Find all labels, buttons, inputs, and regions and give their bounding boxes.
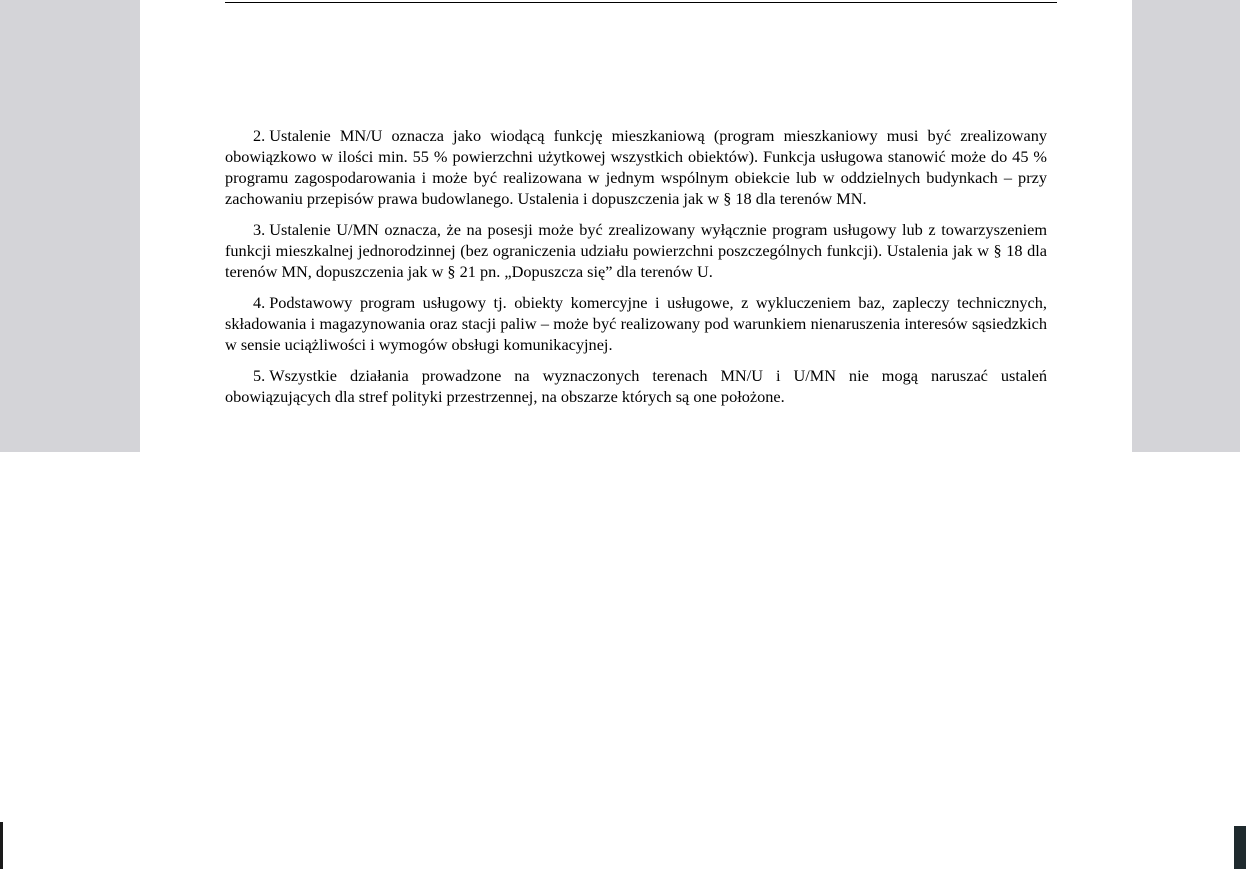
document-page	[140, 0, 1132, 452]
paragraph-2	[225, 125, 1047, 209]
paragraph-text: Wszystkie działania prowadzone na wyznaczonych terenach MN/U i U/MN nie mogą naruszać ustaleń obowiązujących dla stref polityki przestrzennej, na obszarze których są one położone.	[225, 366, 1047, 406]
empty-viewer-area	[0, 452, 1246, 869]
paragraph-4	[225, 292, 1047, 355]
paragraph-text: Ustalenie U/MN oznacza, że na posesji może być zrealizowany wyłącznie program usługowy lub z towarzyszeniem funkcji mieszkalnej jednorodzinnej (bez ograniczenia udziału powierzchni poszczególnych funkcji). Ustalenia jak w § 18 dla terenów MN, dopuszczenia jak w § 21 pn. „Dopuszcza się” dla terenów U.	[225, 220, 1047, 281]
left-edge-artifact	[0, 822, 3, 869]
paragraph-number: 5.	[253, 366, 266, 385]
paragraph-text: Ustalenie MN/U oznacza jako wiodącą funkcję mieszkaniową (program mieszkaniowy musi być zrealizowany obowiązkowo w ilości min. 55 % powierzchni użytkowej wszystkich obiektów). Funkcja usługowa stanowić może do 45 % programu zagospodarowania i może być realizowana w jednym wspólnym obiekcie lub w oddzielnych budynkach – przy zachowaniu przepisów prawa budowlanego. Ustalenia i dopuszczenia jak w § 18 dla terenów MN.	[225, 126, 1047, 208]
header-rule	[225, 2, 1057, 3]
paragraph-text: Podstawowy program usługowy tj. obiekty komercyjne i usługowe, z wykluczeniem baz, zapleczy technicznych, składowania i magazynowania oraz stacji paliw – może być realizowany pod warunkiem nienaruszenia interesów sąsiedzkich w sensie uciążliwości i wymogów obsługi komunikacyjnej.	[225, 293, 1047, 354]
document-body	[225, 125, 1047, 417]
right-edge-artifact	[1234, 826, 1246, 869]
paragraph-number: 2.	[253, 126, 266, 145]
paragraph-number: 3.	[253, 220, 266, 239]
paragraph-number: 4.	[253, 293, 266, 312]
paragraph-3	[225, 219, 1047, 282]
paragraph-5	[225, 365, 1047, 407]
